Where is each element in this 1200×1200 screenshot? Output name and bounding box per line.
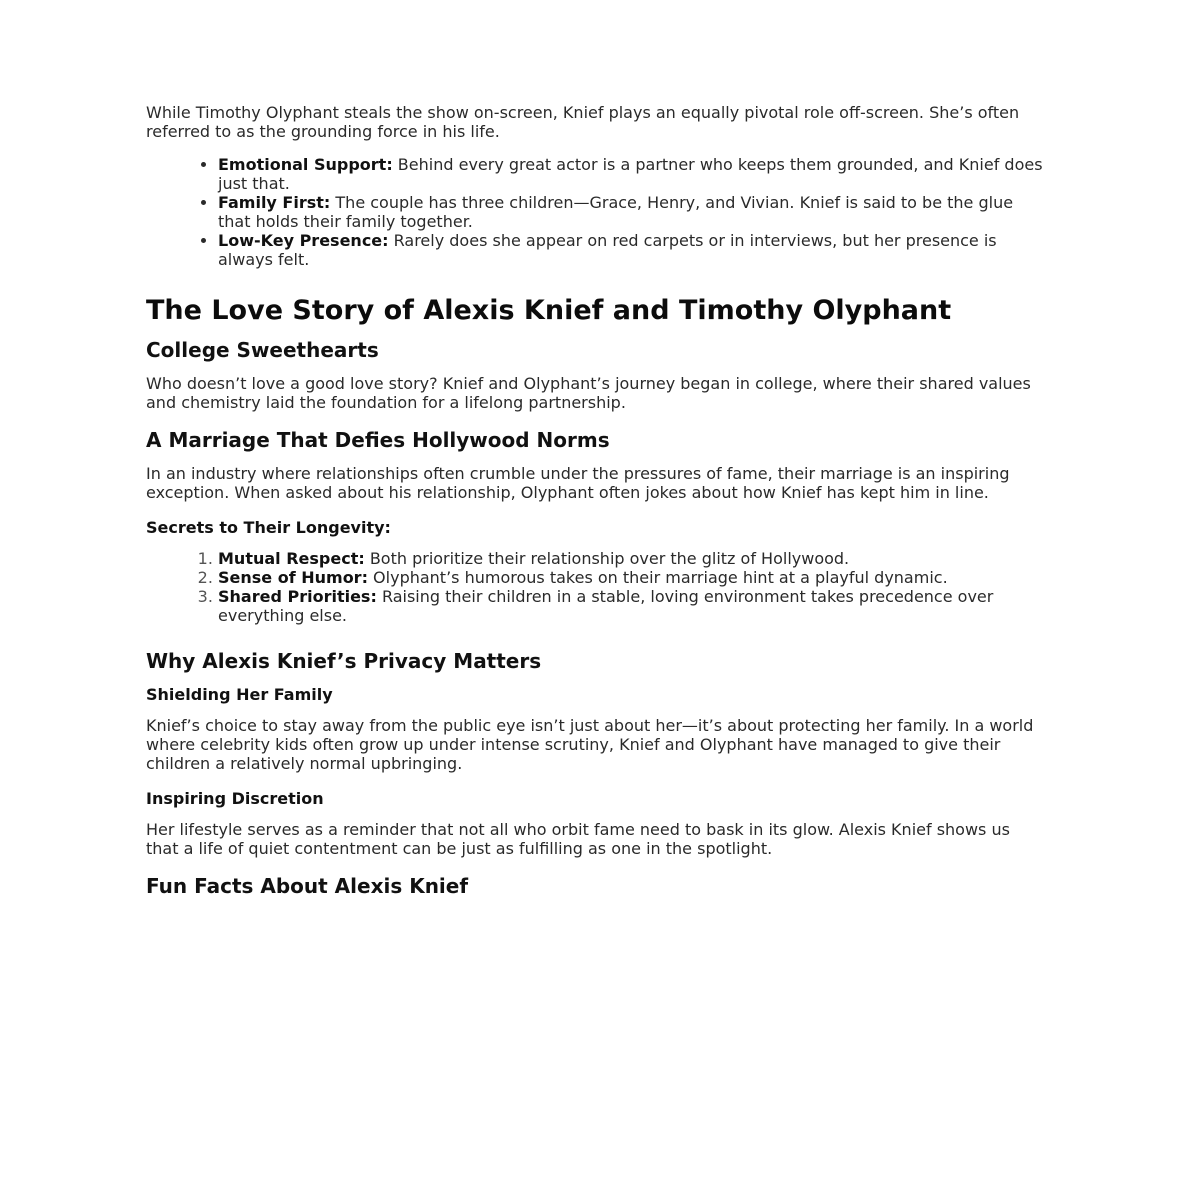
college-paragraph: Who doesn’t love a good love story? Knief and Olyphant’s journey began in college, where their shared values and chemistry laid the foundation for a lifelong partnership.	[146, 374, 1031, 412]
secrets-heading: Secrets to Their Longevity:	[146, 518, 391, 537]
privacy-heading: Why Alexis Knief’s Privacy Matters	[146, 649, 542, 673]
list-item	[218, 193, 1046, 231]
family-heading: Shielding Her Family	[146, 685, 333, 704]
list-item	[218, 568, 1046, 587]
discretion-heading: Inspiring Discretion	[146, 789, 324, 808]
love-story-title: The Love Story of Alexis Knief and Timothy Olyphant	[146, 295, 952, 326]
discretion-paragraph: Her lifestyle serves as a reminder that not all who orbit fame need to bask in its glow. Alexis Knief shows us that a life of quiet contentment can be just as fulfilling as one in the spotlight.	[146, 820, 1010, 858]
article-body	[146, 103, 1046, 910]
intro-paragraph: While Timothy Olyphant steals the show on-screen, Knief plays an equally pivotal role off-screen. She’s often referred to as the grounding force in his life.	[146, 103, 1020, 141]
list-item-text: Rarely does she appear on red carpets or in interviews, but her presence is always felt.	[218, 231, 997, 269]
list-item-lead: Emotional Support:	[218, 155, 393, 174]
list-item-text: Behind every great actor is a partner who keeps them grounded, and Knief does just that.	[218, 155, 1043, 193]
list-item-lead: Mutual Respect:	[218, 549, 365, 568]
list-item-lead: Shared Priorities:	[218, 587, 377, 606]
list-item	[218, 155, 1046, 193]
fun-facts-heading: Fun Facts About Alexis Knief	[146, 874, 469, 898]
family-paragraph: Knief’s choice to stay away from the public eye isn’t just about her—it’s about protecting her family. In a world where celebrity kids often grow up under intense scrutiny, Knief and Olyphant have managed to give their children a relatively normal upbringing.	[146, 716, 1034, 773]
marriage-paragraph: In an industry where relationships often crumble under the pressures of fame, their marriage is an inspiring exception. When asked about his relationship, Olyphant often jokes about how Knief has kept him in line.	[146, 464, 1010, 502]
list-item-text: Olyphant’s humorous takes on their marriage hint at a playful dynamic.	[367, 568, 948, 587]
list-item-lead: Family First:	[218, 193, 331, 212]
list-item-text: Raising their children in a stable, loving environment takes precedence over everything else.	[218, 587, 994, 625]
list-item-text: Both prioritize their relationship over the glitz of Hollywood.	[364, 549, 850, 568]
college-heading: College Sweethearts	[146, 338, 379, 362]
list-item	[218, 549, 1046, 568]
secrets-list	[146, 549, 1046, 625]
list-item	[218, 587, 1046, 625]
role-list	[146, 155, 1046, 269]
marriage-heading: A Marriage That Defies Hollywood Norms	[146, 428, 610, 452]
list-item	[218, 231, 1046, 269]
list-item-lead: Low-Key Presence:	[218, 231, 389, 250]
list-item-lead: Sense of Humor:	[218, 568, 368, 587]
list-item-text: The couple has three children—Grace, Henry, and Vivian. Knief is said to be the glue that holds their family together.	[218, 193, 1014, 231]
